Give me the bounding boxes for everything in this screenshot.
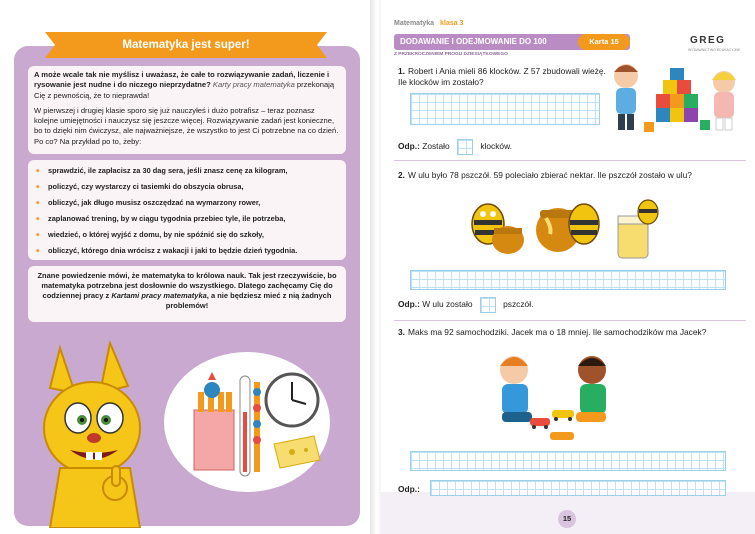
page-number: 15 bbox=[558, 510, 576, 528]
task-1-calc-grid[interactable] bbox=[410, 93, 600, 125]
intro-paragraph-1 bbox=[34, 70, 340, 101]
task-3-answer-grid[interactable] bbox=[430, 480, 726, 496]
task-2 bbox=[398, 170, 728, 181]
closing-text-a: Znane powiedzenie mówi, że matematyka to królowa nauk. Tak jest rzeczywiście, bo matematyka potrzebna jest dosłownie do wszystkiego. Dlatego zachęcamy Cię do codziennej pracy z bbox=[37, 271, 337, 301]
task-text: Maks ma 92 samochodziki. Jacek ma o 18 mniej. Ile samochodzików ma Jacek? bbox=[408, 327, 707, 337]
task-separator bbox=[394, 160, 746, 161]
examples-list bbox=[36, 166, 338, 256]
intro-text-end: przekonają Cię z pewnością, że to nieprawda! bbox=[34, 80, 335, 100]
closing-text-card bbox=[28, 266, 346, 322]
task-3-answer-line bbox=[398, 484, 420, 494]
kids-cars-illustration bbox=[492, 352, 622, 444]
intro-bold-text: A może wcale tak nie myślisz i uważasz, że całe to rozwiązywanie zadań, liczenie i rysowanie jest nudne i do niczego nieprzydatne? bbox=[34, 70, 330, 90]
answer-text-after: klocków. bbox=[480, 141, 512, 152]
publisher-logo-subtitle: WYDAWNICTWO EDUKACYJNE bbox=[688, 48, 741, 52]
answer-text-before: W ulu zostało bbox=[422, 299, 473, 310]
closing-italic-title: Kartami pracy matematyka bbox=[111, 291, 207, 301]
task-3 bbox=[398, 327, 728, 338]
everyday-objects-illustration bbox=[164, 352, 330, 492]
objects-drawing bbox=[164, 352, 330, 492]
intro-ribbon-title: Matematyka jest super! bbox=[55, 32, 317, 58]
worksheet-subtitle: Z PRZEKROCZENIEM PROGU DZIESIĄTKOWEGO bbox=[394, 52, 508, 57]
task-2-answer-line bbox=[398, 297, 533, 313]
task-text: Robert i Ania mieli 86 klocków. Z 57 zbudowali wieżę. Ile klocków im zostało? bbox=[398, 66, 606, 87]
subject-header bbox=[394, 20, 463, 27]
task-3-calc-grid[interactable] bbox=[410, 451, 726, 471]
bees-honey-illustration bbox=[466, 196, 666, 262]
subject-label: Matematyka bbox=[394, 20, 435, 27]
list-item: • zaplanować trening, by w ciągu tygodnia przebiec tyle, ile potrzeba, bbox=[36, 214, 338, 224]
answer-text-before: Zostało bbox=[422, 141, 450, 152]
kids-blocks-illustration bbox=[604, 60, 744, 134]
list-item: • policzyć, czy wystarczy ci tasiemki do obszycia obrusa, bbox=[36, 182, 338, 192]
worksheet-title: DODAWANIE I ODEJMOWANIE DO 100 bbox=[394, 34, 630, 50]
answer-box[interactable] bbox=[457, 139, 473, 155]
task-number: 1. bbox=[398, 66, 405, 76]
publisher-logo: GREG bbox=[690, 35, 726, 46]
mascot-illustration bbox=[30, 338, 160, 528]
answer-text-after: pszczół. bbox=[503, 299, 534, 310]
list-item: • wiedzieć, o której wyjść z domu, by nie spóźnić się do szkoły, bbox=[36, 230, 338, 240]
intro-italic-title: Karty pracy matematyka bbox=[212, 80, 295, 90]
answer-label: Odp.: bbox=[398, 299, 420, 310]
examples-list-card bbox=[28, 160, 346, 260]
task-2-calc-grid[interactable] bbox=[410, 270, 726, 290]
karta-badge: Karta 15 bbox=[578, 34, 630, 50]
answer-box[interactable] bbox=[480, 297, 496, 313]
task-separator bbox=[394, 320, 746, 321]
list-item: • obliczyć, jak długo musisz oszczędzać na wymarzony rower, bbox=[36, 198, 338, 208]
task-1-answer-line bbox=[398, 139, 512, 155]
answer-label: Odp.: bbox=[398, 141, 420, 152]
intro-paragraph-2: W pierwszej i drugiej klasie sporo się już nauczyłeś i dużo potrafisz – teraz poznasz kolejne umiejętności i nauczysz się jeszcze więcej. Rozwiązywanie zadań jest konieczne, bo to dzięki nim ćwiczysz, ale najważniejsze, że wszystko to jest Ci potrzebne na co dzień. Po co? Na przykład po to, żeby: bbox=[34, 105, 339, 146]
task-number: 3. bbox=[398, 327, 405, 337]
task-1 bbox=[398, 66, 610, 88]
list-item: • sprawdzić, ile zapłacisz za 30 dag sera, jeśli znasz cenę za kilogram, bbox=[36, 166, 338, 176]
task-number: 2. bbox=[398, 170, 405, 180]
closing-text-b: , a nie będziesz mieć z nią żadnych problemów! bbox=[165, 291, 332, 311]
task-text: W ulu było 78 pszczół. 59 poleciało zbierać nektar. Ile pszczół zostało w ulu? bbox=[408, 170, 692, 180]
intro-text-card bbox=[28, 66, 346, 154]
answer-label: Odp.: bbox=[398, 484, 420, 494]
list-item: • obliczyć, którego dnia wrócisz z wakacji i jaki to będzie dzień tygodnia. bbox=[36, 246, 338, 256]
grade-label: klasa 3 bbox=[440, 20, 464, 27]
